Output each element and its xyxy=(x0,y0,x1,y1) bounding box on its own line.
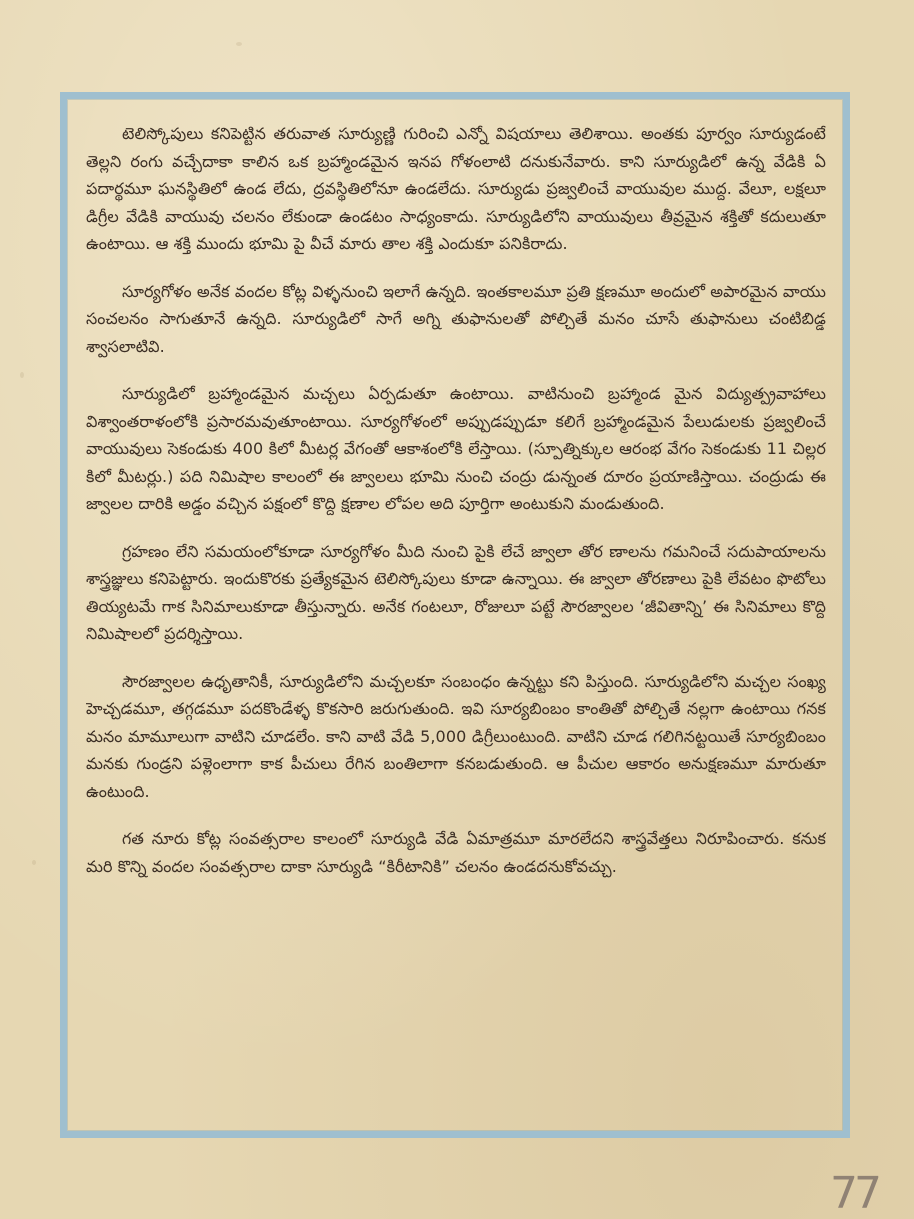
paper-stain xyxy=(236,42,242,46)
paragraph-prominences: గ్రహణం లేని సమయంలోకూడా సూర్యగోళం మీది నుంచి పైకి లేచే జ్వాలా తోర ణాలను గమనించే సదుపాయాలను శాస్త్రజ్ఞులు కనిపెట్టారు. ఇందుకొరకు ప్రత్యేకమైన టెలిస్కోపులు కూడా ఉన్నాయి. ఈ జ్వాలా తోరణాలు పైకి లేవటం ఫొటోలు తియ్యటమే గాక సినిమాలుకూడా తీస్తున్నారు. అనేక గంటలూ, రోజులూ పట్టే సౌరజ్వాలల ‘జీవితాన్ని’ ఈ సినిమాలు కొద్ది నిమిషాలలో ప్రదర్శిస్తాయి. xyxy=(86,541,826,643)
paper-stain xyxy=(32,860,36,865)
page-number: 77 xyxy=(830,1168,878,1219)
paragraph-conclusion: గత నూరు కోట్ల సంవత్సరాల కాలంలో సూర్యుడి వేడి ఏమాత్రమూ మారలేదని శాస్త్రవేత్తలు నిరూపించారు. కనుక మరి కొన్ని వందల సంవత్సరాల దాకా సూర్యుడి “కిరీటానికి” చలనం ఉండదనుకోవచ్చు. xyxy=(86,829,826,876)
paragraph-sun-age: సూర్యగోళం అనేక వందల కోట్ల విళ్ళనుంచి ఇలాగే ఉన్నది. ఇంతకాలమూ ప్రతి క్షణమూ అందులో అపారమైన వాయు సంచలనం సాగుతూనే ఉన్నది. సూర్యుడిలో సాగే అగ్ని తుఫానులతో పోల్చితే మనం చూసే తుఫానులు చంటిబిడ్డ శ్వాసలాటివి. xyxy=(86,281,826,356)
paragraph-sunspots-flares: సూర్యుడిలో బ్రహ్మాండమైన మచ్చలు ఏర్పడుతూ ఉంటాయి. వాటినుంచి బ్రహ్మాండ మైన విద్యుత్ప్రవాహాలు విశ్వాంతరాళంలోకి ప్రసారమవుతూంటాయి. సూర్యగోళంలో అప్పుడప్పుడూ కలిగే బ్రహ్మాండమైన పేలుడులకు ప్రజ్వలించే వాయువులు సెకండుకు 400 కిలో మీటర్ల వేగంతో ఆకాశంలోకి లేస్తాయి. (స్పూత్నిక్కుల ఆరంభ వేగం సెకండుకు 11 చిల్లర కిలో మీటర్లు.) పది నిమిషాల కాలంలో ఈ జ్వాలలు భూమి నుంచి చంద్రు డున్నంత దూరం ప్రయాణిస్తాయి. చంద్రుడు ఈ జ్వాలల దారికి అడ్డం వచ్చిన పక్షంలో కొద్ది క్షణాల లోపల అది పూర్తిగా అంటుకుని మండుతుంది. xyxy=(86,384,826,513)
paragraph-spot-cycle: సౌరజ్వాలల ఉధృతానికీ, సూర్యుడిలోని మచ్చలకూ సంబంధం ఉన్నట్టు కని పిస్తుంది. సూర్యుడిలోని మచ్చల సంఖ్య హెచ్చడమూ, తగ్గడమూ పదకొండేళ్ళ కొకసారి జరుగుతుంది. ఇవి సూర్యబింబం కాంతితో పోల్చితే నల్లగా ఉంటాయి గనక మనం మామూలుగా వాటిని చూడలేం. కాని వాటి వేడి 5,000 డిగ్రీలుంటుంది. వాటిని చూడ గలిగినట్టయితే సూర్యబింబం మనకు గుండ్రని పళ్లెంలాగా కాక పీచులు రేగిన బంతిలాగా కనబడుతుంది. ఆ పీచుల ఆకారం అనుక్షణమూ మారుతూ ఉంటుంది. xyxy=(86,671,826,801)
document-body xyxy=(86,120,826,1120)
paper-stain xyxy=(20,372,24,378)
paragraph-telescopes: టెలిస్కోపులు కనిపెట్టిన తరువాత సూర్యుణ్ణి గురించి ఎన్నో విషయాలు తెలిశాయి. అంతకు పూర్వం సూర్యుడంటే తెల్లని రంగు వచ్చేదాకా కాలిన ఒక బ్రహ్మాండమైన ఇనప గోళంలాటి దనుకునేవారు. కాని సూర్యుడిలో ఉన్న వేడికి ఏ పదార్థమూ ఘనస్థితిలో ఉండ లేదు, ద్రవస్థితిలోనూ ఉండలేదు. సూర్యుడు ప్రజ్వలించే వాయువుల ముద్ద. వేలూ, లక్షలూ డిగ్రీల వేడికి వాయువు చలనం లేకుండా ఉండటం సాధ్యంకాదు. సూర్యుడిలోని వాయువులు తీవ్రమైన శక్తితో కదులుతూ ఉంటాయి. ఆ శక్తి ముందు భూమి పై వీచే మారు తాల శక్తి ఎందుకూ పనికిరాదు. xyxy=(86,124,826,253)
